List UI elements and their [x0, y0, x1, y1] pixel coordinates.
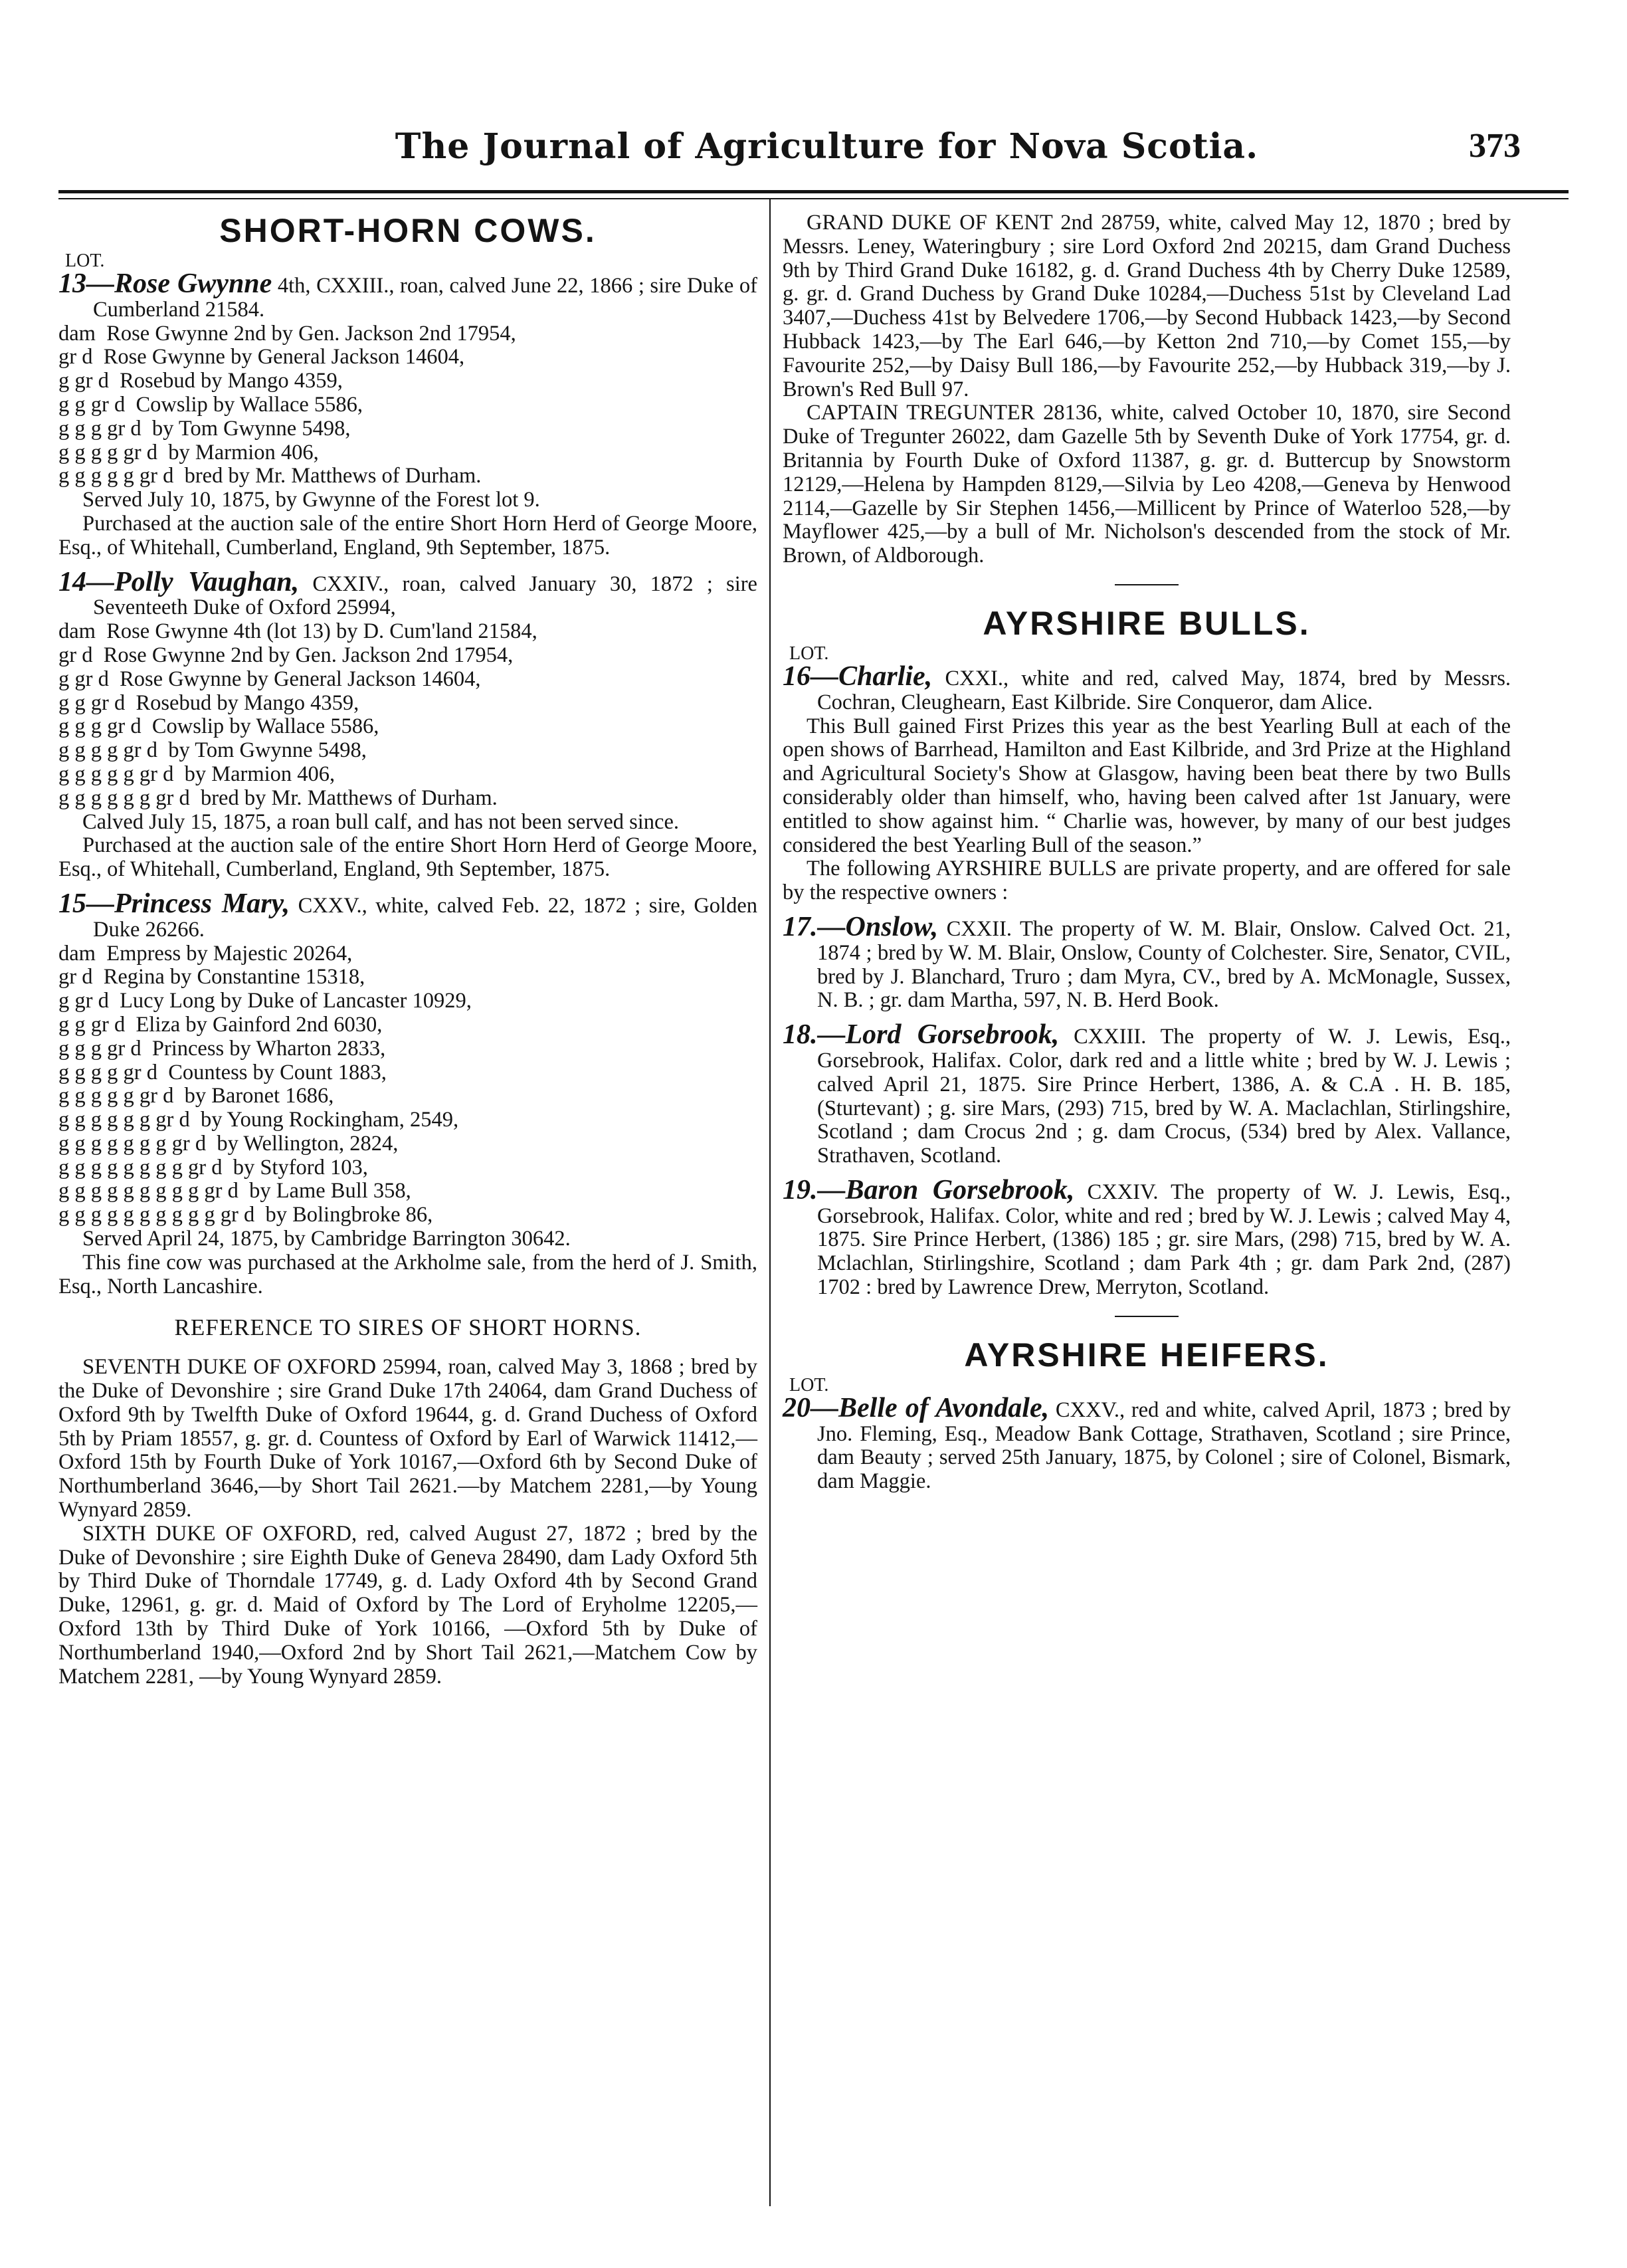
pedigree-label: g g g g g g gr d: [58, 1108, 190, 1132]
pedigree-line: [58, 763, 757, 787]
lot-notes: This Bull gained First Prizes this year as the best Yearling Bull at each of the open shows of Barrhead, Hamilton and East Kilbride, and 3rd Prize at the Highland and Agricultural Society's Show at Glasgow, having been beat there by two Bulls considerably older than himself, who, having been calved after 1st January, were entitled to show against him. “ Charlie was, however, by many of our best judges considered the best Yearling Bull of the season.”: [783, 714, 1511, 857]
pedigree-text: by Bolingbroke 86,: [265, 1203, 433, 1227]
sire-entry-sixth-duke: SIXTH DUKE OF OXFORD, red, calved August 27, 1872 ; bred by the Duke of Devonshire ; sire Eighth Duke of Geneva 28490, dam Lady Oxford 5th by Third Duke of Thorndale 17749, g. d. Lady Oxford 4th by Second Grand Duke, 12961, g. gr. d. Maid of Oxford by The Lord of Eryholme 12205,—Oxford 13th by Third Duke of York 10166, —Oxford 5th by Duke of Northumberland 1940,—Oxford 2nd by Short Tail 2621,—Matchem Cow by Matchem 2281, —by Young Wynyard 2859.: [58, 1521, 757, 1689]
calved-note: Calved July 15, 1875, a roan bull calf, and has not been served since.: [82, 809, 680, 834]
pedigree-text: by Baronet 1686,: [184, 1084, 334, 1108]
pedigree-label: g g g g g g g gr d: [58, 1131, 207, 1156]
lot-entry-20: [783, 1392, 1511, 1494]
pedigree-text: Eliza by Gainford 2nd 6030,: [136, 1012, 383, 1037]
lot-heading: [58, 888, 757, 942]
pedigree-label: g g g g gr d: [58, 1060, 157, 1084]
lot-name: 19.—Baron Gorsebrook,: [783, 1174, 1075, 1205]
pedigree-label: g g g gr d: [58, 1036, 142, 1061]
pedigree-text: by Tom Gwynne 5498,: [151, 416, 351, 441]
pedigree-text: Rosebud by Mango 4359,: [120, 369, 343, 393]
lot-name: 20—Belle of Avondale,: [783, 1392, 1050, 1423]
pedigree-text: bred by Mr. Matthews of Durham.: [184, 464, 482, 488]
pedigree-text: Empress by Majestic 20264,: [106, 941, 353, 966]
page-number: 373: [1469, 127, 1521, 165]
pedigree-line: [58, 787, 757, 811]
pedigree-label: g gr d: [58, 667, 109, 691]
lot-heading: [783, 661, 1511, 715]
served-note: Served April 24, 1875, by Cambridge Barrington 30642.: [82, 1227, 571, 1251]
pedigree-text: by Tom Gwynne 5498,: [168, 738, 367, 763]
lot-name: 15—Princess Mary,: [58, 888, 290, 919]
pedigree-line: [58, 739, 757, 763]
lot-description: CXXIV. The property of W. J. Lewis, Esq., Gorsebrook, Halifax. Color, white and red ; bred by W. J. Lewis ; calved May 4, 1875. Sire Prince Herbert, (1386) 185 ; gr. sire Mars, (298) 715, bred by W. A. Mclachlan, Stirlingshire, Scotland ; dam Park 4th ; gr. dam Park 2nd, (287) 1702 : bred by Lawrence Drew, Merryton, Scotland.: [817, 1180, 1511, 1300]
pedigree-list: [58, 620, 757, 810]
pedigree-line: [58, 1180, 757, 1203]
lot-entry-18: [783, 1019, 1511, 1168]
lot-name: 14—Polly Vaughan,: [58, 566, 300, 597]
pedigree-list: [58, 322, 757, 489]
pedigree-label: g g g g gr d: [58, 738, 157, 763]
pedigree-text: Rose Gwynne by General Jackson 14604,: [120, 667, 481, 691]
pedigree-line: [58, 1203, 757, 1227]
lot-heading: [783, 1174, 1511, 1300]
pedigree-label: g g g g g gr d: [58, 464, 174, 488]
pedigree-text: by Wellington, 2824,: [217, 1131, 399, 1156]
lot-entry-16: [783, 661, 1511, 905]
sire-entry-seventh-duke: SEVENTH DUKE OF OXFORD 25994, roan, calved May 3, 1868 ; bred by the Duke of Devonshire ; sire Grand Duke 17th 24064, dam Grand Duchess of Oxford 9th by Twelfth Duke of Oxford 19644, g. d. Grand Duchess of Oxford 5th by Priam 18557, g. gr. d. Countess of Oxford by Earl of Warwick 11412,—Oxford 15th by Fourth Duke of York 10167,—Oxford 6th by Second Duke of Northumberland 3646,—by Short Tail 2621.—by Matchem 2281,—by Young Wynyard 2859.: [58, 1355, 757, 1522]
purchase-note: Purchased at the auction sale of the entire Short Horn Herd of George Moore, Esq., of Whitehall, Cumberland, England, 9th September, 1875.: [58, 511, 757, 560]
lot-description: CXXII. The property of W. M. Blair, Onslow. Calved Oct. 21, 1874 ; bred by W. M. Blair, Onslow, County of Colchester. Sire, Senator, CVIL, bred by J. Blanchard, Truro ; dam Myra, CV., bred by A. McMonagle, Sussex, N. B. ; gr. dam Martha, 597, N. B. Herd Book.: [817, 916, 1511, 1013]
pedigree-label: gr d: [58, 643, 93, 667]
lot-heading: [58, 566, 757, 621]
lot-description: CXXV., red and white, calved April, 1873 ; bred by Jno. Fleming, Esq., Meadow Bank Cottage, Strathaven, Scotland ; sire Prince, dam Beauty ; served 25th January, 1875, by Colonel ; sire of Colonel, Bismark, dam Maggie.: [817, 1397, 1511, 1494]
lot-name: 13—Rose Gwynne: [58, 268, 272, 299]
lot-description: CXXI., white and red, calved May, 1874, bred by Messrs. Cochran, Cleughearn, East Kilbride. Sire Conqueror, dam Alice.: [817, 666, 1511, 714]
pedigree-label: g g g g gr d: [58, 440, 157, 464]
pedigree-text: by Marmion 406,: [168, 440, 319, 464]
pedigree-text: by Styford 103,: [233, 1155, 368, 1180]
lot-label: LOT.: [65, 251, 105, 271]
pedigree-label: gr d: [58, 965, 93, 989]
section-title-ayrshire-bulls: AYRSHIRE BULLS.: [983, 604, 1311, 642]
lot-heading: [783, 1392, 1511, 1494]
header-rule-thin: [58, 198, 1569, 199]
pedigree-line: [58, 692, 757, 716]
pedigree-line: [58, 441, 757, 465]
pedigree-label: g g g g g g g g g g gr d: [58, 1203, 255, 1227]
pedigree-text: Princess by Wharton 2833,: [151, 1036, 386, 1061]
private-sale-note: The following AYRSHIRE BULLS are private property, and are offered for sale by the respective owners :: [783, 857, 1511, 905]
section-title-ayrshire-heifers: AYRSHIRE HEIFERS.: [964, 1336, 1329, 1374]
pedigree-label: dam: [58, 321, 96, 346]
pedigree-line: [58, 644, 757, 668]
sire-entry-grand-duke-kent: GRAND DUKE OF KENT 2nd 28759, white, calved May 12, 1870 ; bred by Messrs. Leney, Wateringbury ; sire Lord Oxford 2nd 20215, dam Grand Duchess 9th by Third Grand Duke 16182, g. d. Grand Duchess 4th by Cherry Duke 12589, g. gr. d. Grand Duchess by Grand Duke 10284,—Duchess 51st by Cleveland Lad 3407,—Duchess 41st by Belvedere 1706,—by Second Hubback 1423,—by Second Hubback 1423,—by The Earl 646,—by Ketton 2nd 710,—by Comet 155,—by Favourite 252,—by Daisy Bull 186,—by Favourite 252,—by Hubback 319,—by J. Brown's Red Bull 97.: [783, 211, 1511, 401]
pedigree-label: g g gr d: [58, 392, 126, 417]
pedigree-line: [58, 464, 757, 488]
lot-description: CXXIV., roan, calved January 30, 1872 ; sire Seventeeth Duke of Oxford 25994,: [93, 571, 757, 620]
served-note: Served July 10, 1875, by Gwynne of the Forest lot 9.: [82, 488, 540, 512]
pedigree-label: g g g gr d: [58, 714, 142, 739]
lot-entry-15: [58, 888, 757, 1299]
column-divider: [769, 199, 771, 2206]
lot-description: CXXIII. The property of W. J. Lewis, Esq., Gorsebrook, Halifax. Color, dark red and a little white ; bred by W. J. Lewis ; calved April 21, 1875. Sire Prince Herbert, 1386, A. & C.A . H. B. 185, (Sturtevant) ; g. sire Mars, (293) 715, bred by W. A. Maclachlan, Stirlingshire, Scotland ; dam Crocus 2nd ; g. dam Crocus, (534) bred by Alex. Vallance, Strathaven, Scotland.: [817, 1025, 1511, 1168]
lot-description: CXXV., white, calved Feb. 22, 1872 ; sire, Golden Duke 26266.: [93, 893, 757, 942]
pedigree-label: gr d: [58, 345, 93, 369]
pedigree-line: [58, 1108, 757, 1132]
running-head: [133, 100, 1521, 186]
lot-heading: [783, 911, 1511, 1013]
pedigree-text: by Marmion 406,: [184, 762, 335, 786]
pedigree-line: [58, 369, 757, 393]
pedigree-text: Regina by Constantine 15318,: [103, 965, 365, 989]
section-divider: [1115, 1316, 1179, 1317]
pedigree-line: [58, 1061, 757, 1085]
lot-name: 18.—Lord Gorsebrook,: [783, 1019, 1060, 1051]
pedigree-text: Rose Gwynne 2nd by Gen. Jackson 2nd 17954,: [106, 321, 516, 346]
pedigree-label: g gr d: [58, 369, 109, 393]
pedigree-text: Countess by Count 1883,: [168, 1060, 387, 1084]
pedigree-label: g g g gr d: [58, 416, 142, 441]
purchase-note: Purchased at the auction sale of the entire Short Horn Herd of George Moore, Esq., of Whitehall, Cumberland, England, 9th September, 1875.: [58, 833, 757, 882]
journal-title: The Journal of Agriculture for Nova Scotia.: [395, 126, 1259, 167]
pedigree-list: [58, 942, 757, 1228]
pedigree-text: Rose Gwynne by General Jackson 14604,: [103, 345, 465, 369]
pedigree-text: Cowslip by Wallace 5586,: [136, 392, 363, 417]
pedigree-text: Lucy Long by Duke of Lancaster 10929,: [120, 989, 472, 1013]
pedigree-label: dam: [58, 619, 96, 644]
pedigree-line: [58, 322, 757, 346]
pedigree-line: [58, 393, 757, 417]
right-column: [783, 211, 1511, 1494]
pedigree-line: [58, 1084, 757, 1108]
lot-name: 16—Charlie,: [783, 661, 933, 692]
lot-entry-14: [58, 566, 757, 882]
pedigree-text: by Young Rockingham, 2549,: [200, 1108, 459, 1132]
pedigree-label: g gr d: [58, 989, 109, 1013]
pedigree-label: g g gr d: [58, 690, 126, 715]
pedigree-line: [58, 346, 757, 369]
pedigree-label: g g g g g gr d: [58, 1084, 174, 1108]
pedigree-label: dam: [58, 941, 96, 966]
pedigree-text: Rose Gwynne 4th (lot 13) by D. Cum'land 21584,: [106, 619, 537, 644]
lot-heading: [58, 268, 757, 322]
purchase-note: This fine cow was purchased at the Arkholme sale, from the herd of J. Smith, Esq., North Lancashire.: [58, 1250, 757, 1298]
pedigree-line: [58, 715, 757, 739]
pedigree-text: Rose Gwynne 2nd by Gen. Jackson 2nd 17954,: [103, 643, 514, 667]
lot-entry-19: [783, 1174, 1511, 1300]
lot-heading: [783, 1019, 1511, 1168]
pedigree-line: [58, 620, 757, 644]
lot-description: 4th, CXXIII., roan, calved June 22, 1866 ; sire Duke of Cumberland 21584.: [93, 274, 757, 322]
section-divider: [1115, 584, 1179, 585]
pedigree-line: [58, 966, 757, 989]
reference-title: REFERENCE TO SIRES OF SHORT HORNS.: [174, 1314, 642, 1341]
pedigree-line: [58, 989, 757, 1013]
pedigree-label: g g g g g g g g g gr d: [58, 1179, 239, 1203]
lot-entry-17: [783, 911, 1511, 1013]
lot-entry-13: [58, 268, 757, 560]
pedigree-text: Cowslip by Wallace 5586,: [151, 714, 379, 739]
section-title-shorthorn-cows: SHORT-HORN COWS.: [219, 212, 597, 249]
lot-label: LOT.: [789, 643, 829, 664]
lot-label: LOT.: [789, 1374, 829, 1395]
header-rule-thick: [58, 190, 1569, 193]
pedigree-text: by Lame Bull 358,: [249, 1179, 411, 1203]
left-column: [58, 211, 757, 1689]
pedigree-line: [58, 1156, 757, 1180]
pedigree-line: [58, 417, 757, 441]
sire-entry-captain-tregunter: CAPTAIN TREGUNTER 28136, white, calved October 10, 1870, sire Second Duke of Tregunter 26022, dam Gazelle 5th by Seventh Duke of York 17754, gr. d. Britannia by Fourth Duke of Oxford 11387, g. gr. d. Buttercup by Snowstorm 12129,—Helena by Hampden 8129,—Silvia by Leo 4208,—Geneva by Henwood 2114,—Gazelle by Sir Stephen 1456,—Millicent by Prince of Waterloo 528,—by Mayflower 425,—by a bull of Mr. Nicholson's descended from the stock of Mr. Brown, of Aldborough.: [783, 401, 1511, 568]
pedigree-text: Rosebud by Mango 4359,: [136, 690, 359, 715]
pedigree-label: g g g g g g g g gr d: [58, 1155, 223, 1180]
pedigree-line: [58, 668, 757, 692]
pedigree-line: [58, 942, 757, 966]
pedigree-label: g g gr d: [58, 1012, 126, 1037]
pedigree-line: [58, 1013, 757, 1037]
lot-name: 17.—Onslow,: [783, 911, 939, 942]
pedigree-label: g g g g g g gr d: [58, 785, 190, 810]
pedigree-label: g g g g g gr d: [58, 762, 174, 786]
pedigree-text: bred by Mr. Matthews of Durham.: [200, 785, 498, 810]
pedigree-line: [58, 1132, 757, 1156]
pedigree-line: [58, 1037, 757, 1061]
